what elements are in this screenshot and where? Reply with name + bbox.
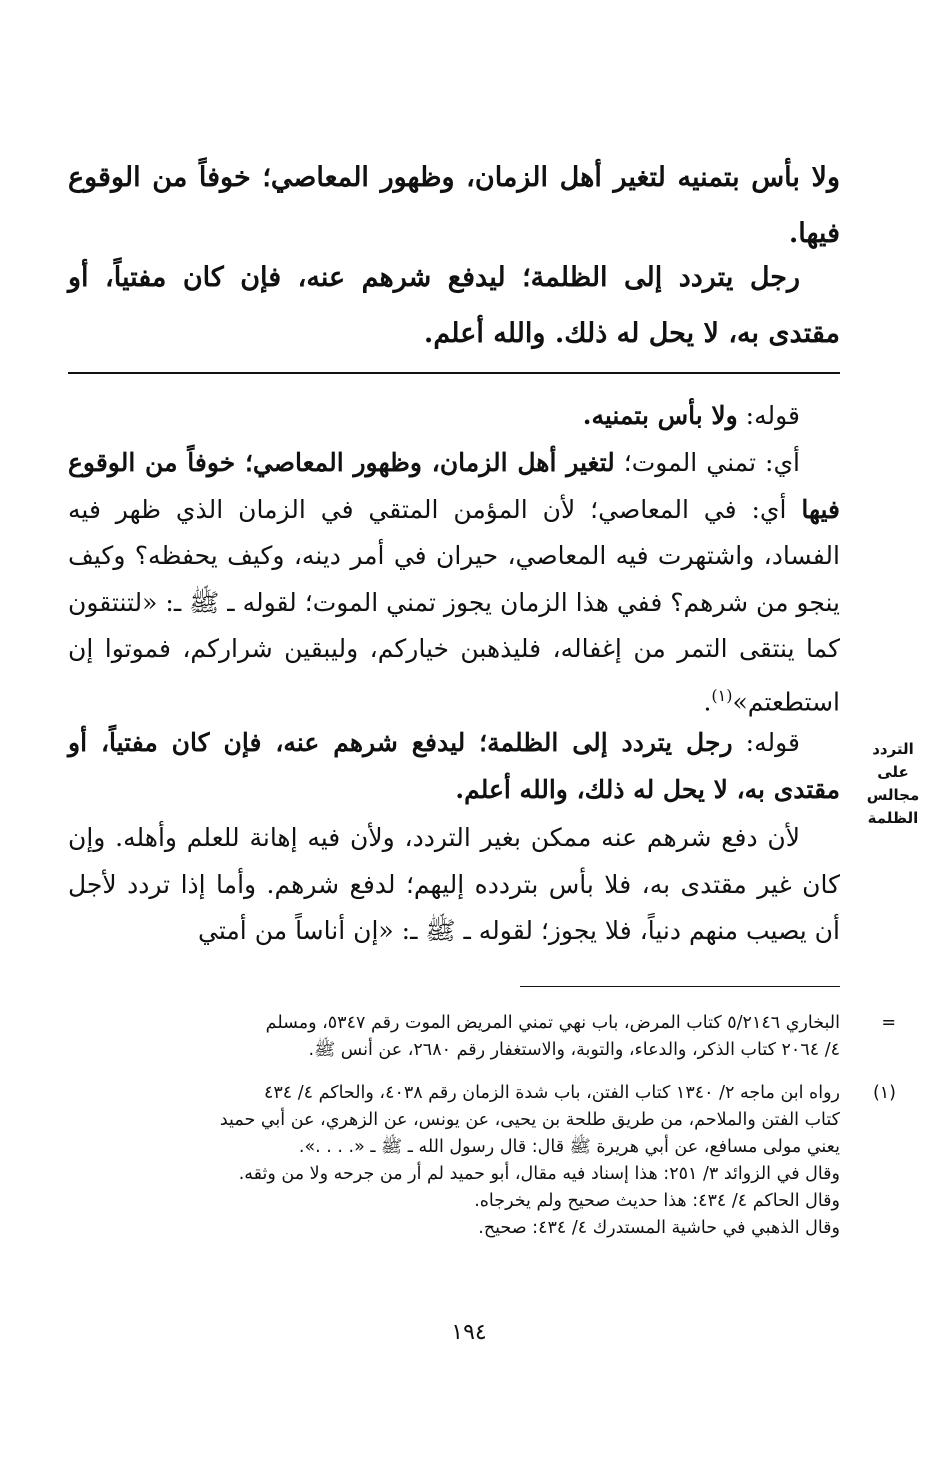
sharh-block-1 — [68, 393, 840, 440]
section-divider — [68, 372, 840, 374]
footnote-1-line-3: يعني مولى مسافع، عن أبي هريرة ﷺ قال: قال رسول الله ـ ﷺ ـ «. . . .». — [298, 1137, 840, 1157]
footnote-continued-marker: = — [881, 1013, 896, 1033]
margin-note-line-4: الظلمة — [867, 809, 919, 827]
sharh-block-4-text: لأن دفع شرهم عنه ممكن بغير التردد، ولأن فيه إهانة للعلم وأهله. وإن كان غير مقتدى به، فلا بأس بتردده إليهم؛ لدفع شرهم. وأما إذا تردد لأجل أن يصيب منهم دنياً، فلا يجوز؛ لقوله ـ ﷺ ـ: «إن أناساً من أمتي — [68, 823, 840, 945]
margin-note-line-1: التردد — [872, 740, 914, 758]
sharh-block-3 — [68, 720, 840, 813]
sharh-block-3-prefix: قوله: — [732, 728, 800, 757]
matn-paragraph-2-text: رجل يتردد إلى الظلمة؛ ليدفع شرهم عنه، فإن كان مفتياً، أو مقتدى به، لا يحل له ذلك. والله أعلم. — [68, 262, 840, 349]
footnote-1-line-2: كتاب الفتن والملاحم، من طريق طلحة بن يحيى، عن يونس، عن الزهري، عن أبي حميد — [219, 1110, 840, 1130]
sharh-block-4 — [68, 815, 840, 955]
matn-paragraph-2 — [68, 250, 840, 362]
footnote-continued — [80, 1010, 896, 1064]
footnote-1-line-4: وقال في الزوائد ٣/ ٢٥١: هذا إسناد فيه مقال، أبو حميد لم أر من جرحه ولا من وثقه. — [238, 1164, 840, 1184]
sharh-block-2-quote: لتغير أهل الزمان، وظهور المعاصي؛ خوفاً من الوقوع فيها — [68, 448, 840, 524]
margin-note — [858, 738, 928, 830]
sharh-block-2-end: . — [703, 686, 712, 716]
sharh-block-2 — [68, 440, 840, 725]
margin-note-line-3: مجالس — [866, 786, 920, 804]
sharh-block-1-quote: ولا بأس بتمنيه. — [582, 401, 738, 430]
page-number: ١٩٤ — [451, 1320, 487, 1345]
sharh-block-2-text: أي: في المعاصي؛ لأن المؤمن المتقي في الزمان الذي ظهر فيه الفساد، واشتهرت فيه المعاصي، حيران في أمر دينه، وكيف يحفظه؟ وكيف ينجو من شرهم؟ ففي هذا الزمان يجوز تمني الموت؛ لقوله ـ ﷺ ـ: «لتنتقون كما ينتقى التمر من إغفاله، فليذهبن خياركم، وليبقين شراركم، فموتوا إن استطعتم» — [68, 494, 840, 716]
sharh-block-3-quote: رجل يتردد إلى الظلمة؛ ليدفع شرهم عنه، فإن كان مفتياً، أو مقتدى به، لا يحل له ذلك، والله أعلم. — [68, 728, 840, 804]
sharh-block-2-prefix: أي: تمني الموت؛ — [614, 448, 800, 477]
sharh-block-1-prefix: قوله: — [737, 401, 800, 430]
margin-note-line-2: على — [877, 763, 909, 781]
footnote-continued-line-1: البخاري ٥/٢١٤٦ كتاب المرض، باب نهي تمني المريض الموت رقم ٥٣٤٧، ومسلم — [265, 1013, 840, 1033]
matn-paragraph-1: ولا بأس بتمنيه لتغير أهل الزمان، وظهور المعاصي؛ خوفاً من الوقوع فيها. — [68, 162, 840, 249]
footnote-divider — [520, 986, 840, 987]
footnote-1-marker: (١) — [872, 1083, 896, 1103]
footnote-1-line-6: وقال الذهبي في حاشية المستدرك ٤/ ٤٣٤: صحيح. — [478, 1218, 840, 1238]
footnote-1 — [80, 1080, 896, 1242]
footnote-continued-line-2: ٤/ ٢٠٦٤ كتاب الذكر، والدعاء، والتوبة، والاستغفار رقم ٢٦٨٠، عن أنس ﷺ. — [308, 1040, 840, 1060]
footnote-1-line-1: رواه ابن ماجه ٢/ ١٣٤٠ كتاب الفتن، باب شدة الزمان رقم ٤٠٣٨، والحاكم ٤/ ٤٣٤ — [263, 1083, 840, 1103]
footnote-1-line-5: وقال الحاكم ٤/ ٤٣٤: هذا حديث صحيح ولم يخرجاه. — [474, 1191, 840, 1211]
footnote-reference-1[interactable]: (١) — [711, 685, 733, 705]
